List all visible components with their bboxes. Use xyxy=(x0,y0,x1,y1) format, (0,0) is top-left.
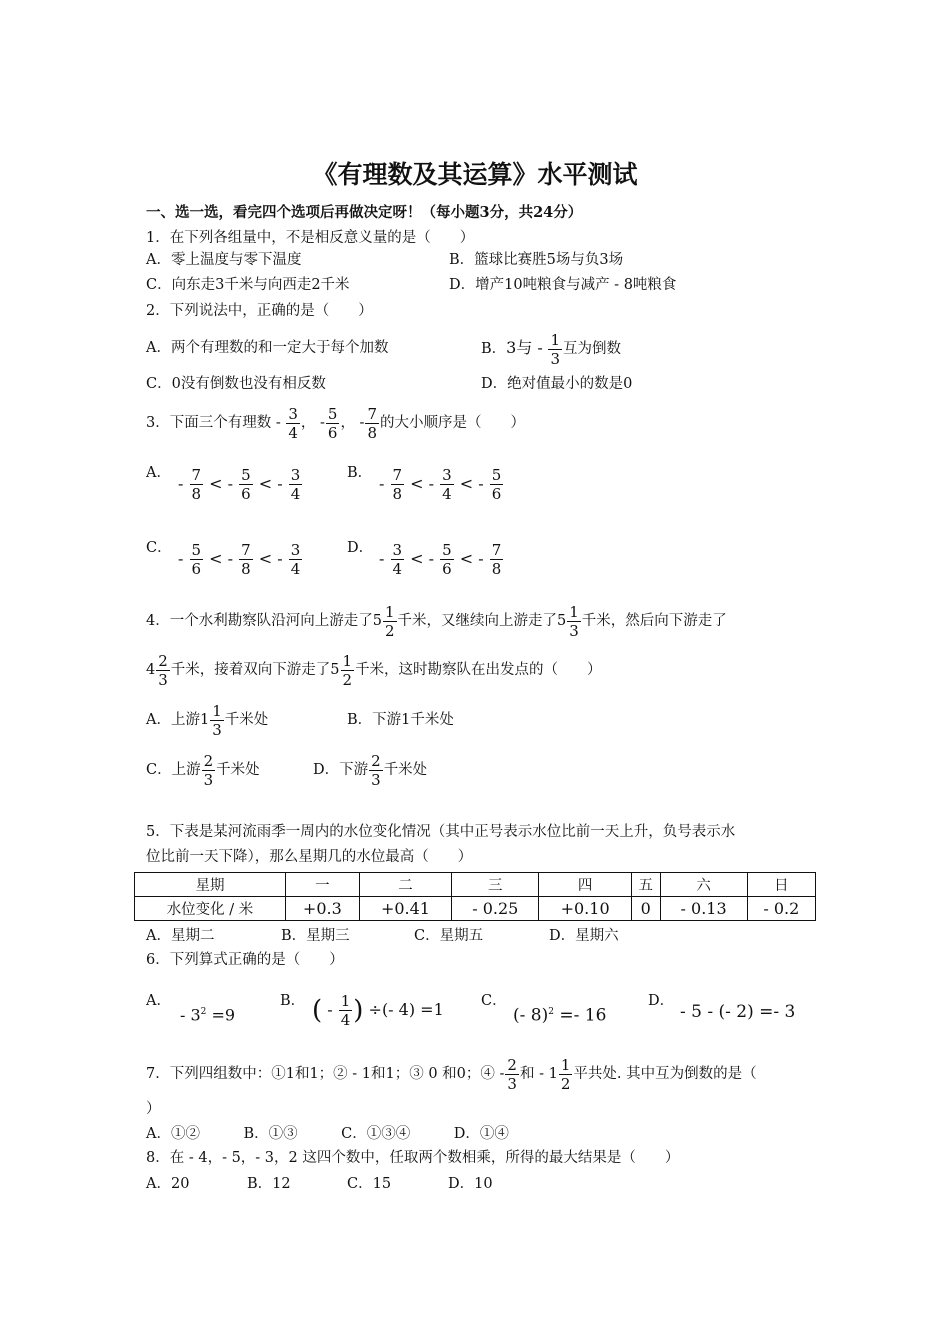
table-cell: - 0.13 xyxy=(660,897,747,921)
q8-option-b: B．12 xyxy=(247,1176,291,1192)
table-cell: 五 xyxy=(631,873,660,897)
q2-stem: 2．下列说法中，正确的是（ ） xyxy=(146,303,373,319)
table-cell: - 0.2 xyxy=(747,897,815,921)
q5-option-c: C．星期五 xyxy=(414,928,484,944)
table-row xyxy=(135,897,816,921)
q8-option-c: C．15 xyxy=(347,1176,392,1192)
q1-option-b: B．篮球比赛胜5场与负3场 xyxy=(449,252,624,268)
q4-line-1: 4．一个水利勘察队沿河向上游走了5 $\frac{1}{2}$ 千米，又继续向上游走了5 $\frac{1}{3}$ 千米，然后向下游走了 xyxy=(146,602,727,640)
q5-line-2: 位比前一天下降），那么星期几的水位最高（ ） xyxy=(146,849,473,865)
q5-option-d: D．星期六 xyxy=(549,928,619,944)
q6-option-b-expr: ( - $\frac{1}{4}$ ) ÷(- 4) =1 xyxy=(312,992,444,1029)
table-cell: 四 xyxy=(539,873,632,897)
q8-option-a: A．20 xyxy=(146,1176,190,1192)
water-level-table xyxy=(134,872,816,921)
table-cell: +0.3 xyxy=(286,897,360,921)
q6-option-c-expr: (- 8)$^2$ =- 16 xyxy=(513,1005,607,1026)
q5-line-1: 5．下表是某河流雨季一周内的水位变化情况（其中正号表示水位比前一天上升，负号表示水 xyxy=(146,824,736,840)
table-cell: 六 xyxy=(660,873,747,897)
table-cell: 二 xyxy=(359,873,452,897)
q1-option-c: C．向东走3千米与向西走2千米 xyxy=(146,277,350,293)
q1-option-d: D．增产10吨粮食与减产 - 8吨粮食 xyxy=(449,277,677,293)
q6-stem: 6．下列算式正确的是（ ） xyxy=(146,952,344,968)
q8-option-d: D．10 xyxy=(448,1176,493,1192)
q7-line-2: ） xyxy=(146,1101,161,1117)
q6-option-c-label: C． xyxy=(481,993,507,1009)
q7-options: A．①② B．①③ C．①③④ D．①④ xyxy=(146,1126,509,1142)
q5-option-b: B．星期三 xyxy=(281,928,350,944)
table-cell: - 0.25 xyxy=(452,897,539,921)
q3-option-d-expr: - $\frac{3}{4}$ < - $\frac{5}{6}$ < - $\frac{7}{8}$ xyxy=(379,541,502,578)
table-cell: 三 xyxy=(452,873,539,897)
q3-option-c-label: C． xyxy=(146,540,172,556)
page-title: 《有理数及其运算》水平测试 xyxy=(312,160,638,189)
table-cell: +0.41 xyxy=(359,897,452,921)
fraction: $\frac{3}{4}$ xyxy=(288,404,298,442)
q6-option-b-label: B． xyxy=(280,993,306,1009)
fraction: $\frac{5}{6}$ xyxy=(327,404,338,442)
q3-option-c-expr: - $\frac{5}{6}$ < - $\frac{7}{8}$ < - $\frac{3}{4}$ xyxy=(178,541,301,578)
q3-stem: 3．下面三个有理数 - $\frac{3}{4}$ ， - $\frac{5}{6}$ ， - $\frac{7}{8}$ 的大小顺序是（ ） xyxy=(146,404,526,442)
fraction: $\frac{7}{8}$ xyxy=(367,404,378,442)
q3-option-a-label: A． xyxy=(146,465,171,481)
table-header-row xyxy=(135,873,816,897)
q4-option-c: C．上游 $\frac{2}{3}$ 千米处 xyxy=(146,751,260,789)
q3-option-b-expr: - $\frac{7}{8}$ < - $\frac{3}{4}$ < - $\frac{5}{6}$ xyxy=(379,466,502,503)
q2-option-c: C．0没有倒数也没有相反数 xyxy=(146,376,326,392)
q2-option-d: D．绝对值最小的数是0 xyxy=(481,376,633,392)
q4-line-2: 4 $\frac{2}{3}$ 千米，接着双向下游走了5 $\frac{1}{2}$ 千米，这时勘察队在出发点的（ ） xyxy=(146,651,602,689)
q2-option-a: A．两个有理数的和一定大于每个加数 xyxy=(146,340,389,356)
q5-option-a: A．星期二 xyxy=(146,928,215,944)
table-cell: 星期 xyxy=(135,873,286,897)
fraction: $\frac{1}{3}$ xyxy=(550,330,560,368)
q3-option-a-expr: - $\frac{7}{8}$ < - $\frac{5}{6}$ < - $\frac{3}{4}$ xyxy=(178,466,301,503)
q6-option-d-expr: - 5 - (- 2) =- 3 xyxy=(680,1002,796,1022)
table-cell: 日 xyxy=(747,873,815,897)
q6-option-d-label: D． xyxy=(648,993,675,1009)
q1-stem: 1．在下列各组量中，不是相反意义量的是（ ） xyxy=(146,230,475,246)
q7-line-1: 7．下列四组数中：①1和1；② - 1和1；③ 0 和0；④ - $\frac{2}{3}$ 和 - 1 $\frac{1}{2}$ 平共处. 其中互为倒数的是（ xyxy=(146,1055,757,1093)
table-cell: +0.10 xyxy=(539,897,632,921)
q4-option-a: A．上游1 $\frac{1}{3}$ 千米处 xyxy=(146,701,269,739)
q6-option-a-expr: - $3^2 =9$ xyxy=(180,1005,236,1025)
q4-option-b: B．下游1千米处 xyxy=(347,712,454,728)
section-heading: 一、选一选，看完四个选项后再做决定呀！（每小题3分，共24分） xyxy=(146,204,583,221)
table-cell: 水位变化 / 米 xyxy=(135,897,286,921)
q3-option-b-label: B． xyxy=(347,465,373,481)
q8-stem: 8．在 - 4，- 5，- 3，2 这四个数中，任取两个数相乘，所得的最大结果是（ ） xyxy=(146,1150,680,1166)
q6-option-a-label: A． xyxy=(146,993,171,1009)
table-cell: 0 xyxy=(631,897,660,921)
q2-option-b: B．3与 - $\frac{1}{3}$ 互为倒数 xyxy=(481,330,621,368)
q4-option-d: D．下游 $\frac{2}{3}$ 千米处 xyxy=(313,751,428,789)
table-cell: 一 xyxy=(286,873,360,897)
q3-option-d-label: D． xyxy=(347,540,374,556)
q1-option-a: A．零上温度与零下温度 xyxy=(146,252,302,268)
